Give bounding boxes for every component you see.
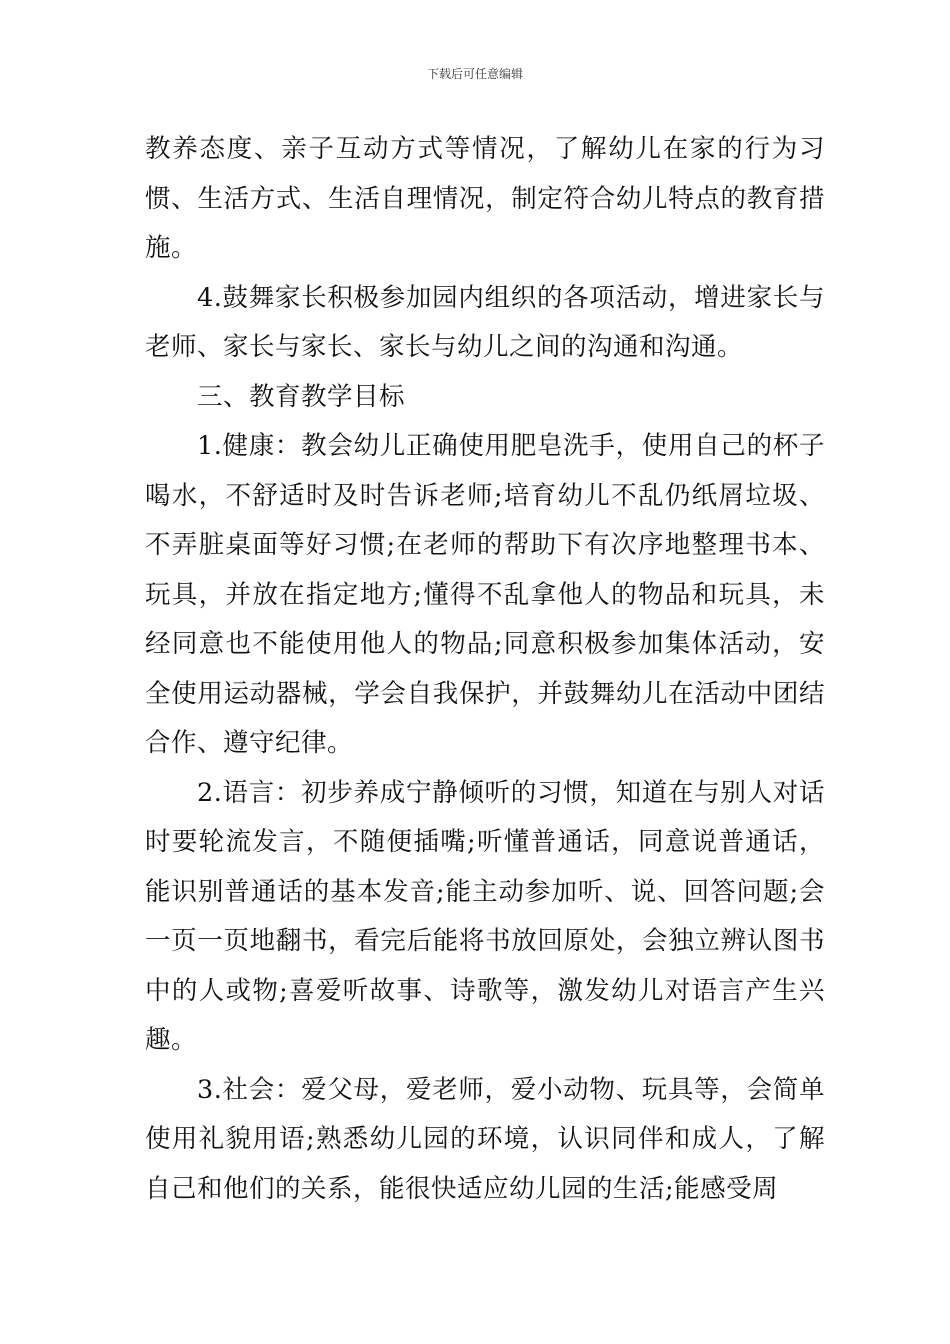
paragraph: 1.健康：教会幼儿正确使用肥皂洗手，使用自己的杯子喝水，不舒适时及时告诉老师;培育幼儿不乱仍纸屑垃圾、不弄脏桌面等好习惯;在老师的帮助下有次序地整理书本、玩具，并放在指定地方;懂得不乱拿他人的物品和玩具，未经同意也不能使用他人的物品;同意积极参加集体活动，安全使用运动器械，学会自我保护，并鼓舞幼儿在活动中团结合作、遵守纪律。 (145, 431, 825, 758)
paragraph: 4.鼓舞家长积极参加园内组织的各项活动，增进家长与老师、家长与家长、家长与幼儿之间的沟通和沟通。 (145, 282, 825, 362)
section-heading: 三、教育教学目标 (197, 381, 406, 412)
document-body (145, 125, 825, 1214)
page-header: 下载后可任意编辑 (426, 67, 523, 81)
paragraph: 教养态度、亲子互动方式等情况，了解幼儿在家的行为习惯、生活方式、生活自理情况，制定符合幼儿特点的教育措施。 (145, 134, 825, 263)
paragraph: 3.社会：爱父母，爱老师，爱小动物、玩具等，会简单使用礼貌用语;熟悉幼儿园的环境，认识同伴和成人，了解自己和他们的关系，能很快适应幼儿园的生活;能感受周 (145, 1074, 825, 1204)
paragraph: 2.语言：初步养成宁静倾听的习惯，知道在与别人对话时要轮流发言，不随便插嘴;听懂普通话，同意说普通话，能识别普通话的基本发音;能主动参加听、说、回答问题;会一页一页地翻书，看完后能将书放回原处，会独立辨认图书中的人或物;喜爱听故事、诗歌等，激发幼儿对语言产生兴趣。 (145, 777, 825, 1055)
